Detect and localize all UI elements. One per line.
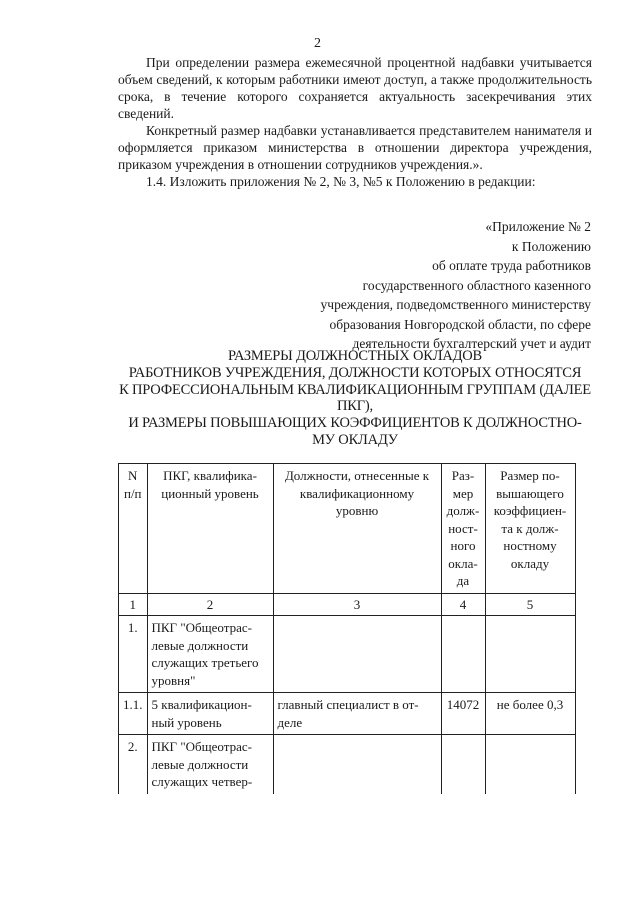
- header-cell-positions: Должности, отнесенные к квалификационному уровню: [273, 464, 441, 594]
- appendix-line: об оплате труда работников: [432, 258, 591, 273]
- column-number: 5: [485, 593, 575, 616]
- column-number: 2: [147, 593, 273, 616]
- column-number: 3: [273, 593, 441, 616]
- column-number: 1: [119, 593, 148, 616]
- heading-line: ПКГ),: [337, 398, 373, 415]
- column-number: 4: [441, 593, 485, 616]
- table-row: [119, 616, 576, 693]
- table-row: [119, 735, 576, 794]
- cell-positions: [273, 735, 441, 794]
- cell-coefficient: [485, 616, 575, 693]
- cell-positions: главный специалист в от- деле: [273, 693, 441, 735]
- cell-number: 1.: [119, 616, 148, 693]
- paragraph: 1.4. Изложить приложения № 2, № 3, №5 к Положению в редакции:: [146, 174, 536, 189]
- paragraph: Конкретный размер надбавки устанавливается представителем нанимателя и оформляется приказом министерства в отношении директора учреждения, приказом учреждения в отношении сотрудников учреждения.».: [118, 123, 592, 172]
- cell-group: 5 квалификацион- ный уровень: [147, 693, 273, 735]
- body-text: [118, 54, 592, 190]
- paragraph: При определении размера ежемесячной процентной надбавки учитывается объем сведений, к которым работники имеют доступ, а также продолжительность срока, в течение которого сохраняется актуальность засекречивания этих сведений.: [118, 55, 592, 121]
- cell-coefficient: не более 0,3: [485, 693, 575, 735]
- appendix-line: деятельности бухгалтерский учет и аудит: [352, 336, 591, 351]
- appendix-line: образования Новгородской области, по сфере: [329, 316, 591, 332]
- heading-line: РАЗМЕРЫ ДОЛЖНОСТНЫХ ОКЛАДОВ: [227, 348, 483, 364]
- cell-group: ПКГ "Общеотрас- левые должности служащих третьего уровня": [147, 616, 273, 693]
- cell-salary: [441, 616, 485, 693]
- appendix-line: государственного областного казенного: [362, 277, 591, 293]
- appendix-line: к Положению: [511, 238, 591, 254]
- cell-group: ПКГ "Общеотрас- левые должности служащих четвер-: [147, 735, 273, 794]
- appendix-reference: [321, 217, 591, 354]
- heading-line: К ПРОФЕССИОНАЛЬНЫМ КВАЛИФИКАЦИОННЫМ ГРУППАМ (ДАЛЕЕ: [119, 381, 591, 398]
- appendix-line: учреждения, подведомственного министерству: [320, 297, 591, 312]
- header-cell-salary: Раз- мер долж- ност- ного окла- да: [441, 464, 485, 594]
- appendix-line: «Приложение № 2: [485, 219, 591, 234]
- heading-line: И РАЗМЕРЫ ПОВЫШАЮЩИХ КОЭФФИЦИЕНТОВ К ДОЛЖНОСТНО-: [128, 415, 582, 432]
- header-cell-number: N п/п: [119, 464, 148, 594]
- heading-line: МУ ОКЛАДУ: [312, 431, 398, 448]
- column-number-row: [119, 593, 576, 616]
- table-row: [119, 693, 576, 735]
- header-cell-coefficient: Размер по- вышающего коэффициен- та к долж- ностному окладу: [485, 464, 575, 594]
- cell-salary: [441, 735, 485, 794]
- cell-number: 2.: [119, 735, 148, 794]
- cell-positions: [273, 616, 441, 693]
- cell-number: 1.1.: [119, 693, 148, 735]
- salary-table: [118, 463, 576, 794]
- table-header-row: [119, 464, 576, 594]
- page-number: 2: [314, 36, 321, 51]
- document-heading: [110, 348, 600, 449]
- cell-salary: 14072: [441, 693, 485, 735]
- cell-coefficient: [485, 735, 575, 794]
- header-cell-group: ПКГ, квалифика- ционный уровень: [147, 464, 273, 594]
- heading-line: РАБОТНИКОВ УЧРЕЖДЕНИЯ, ДОЛЖНОСТИ КОТОРЫХ ОТНОСЯТСЯ: [128, 364, 582, 381]
